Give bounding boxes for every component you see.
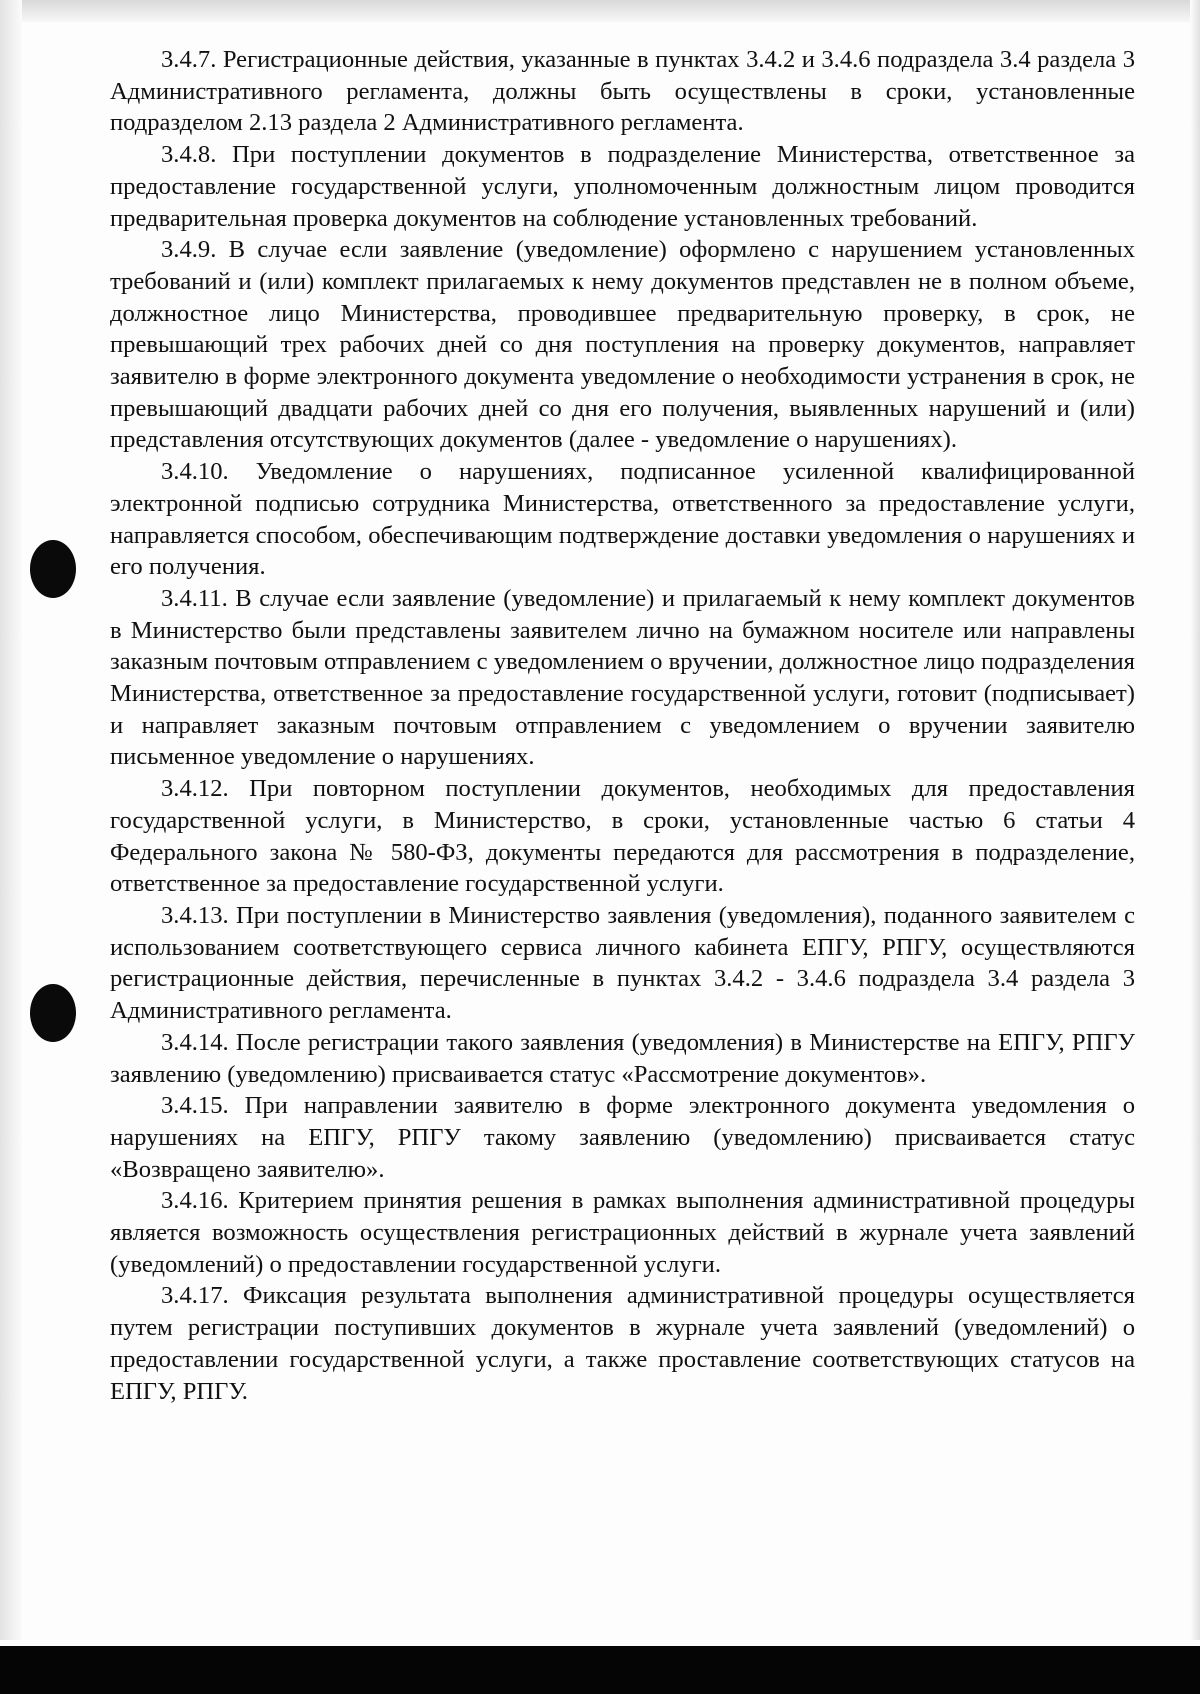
paragraph-3-4-7: 3.4.7. Регистрационные действия, указанные в пунктах 3.4.2 и 3.4.6 подраздела 3.4 раздела 3 Административного регламента, должны быть осуществлены в сроки, установленные подразделом 2.13 раздела 2 Административного регламента. bbox=[110, 46, 1135, 137]
paragraph-3-4-15: 3.4.15. При направлении заявителю в форме электронного документа уведомления о нарушениях на ЕПГУ, РПГУ такому заявлению (уведомлению) присваивается статус «Возвращено заявителю». bbox=[110, 1092, 1135, 1183]
scan-bottom-bar bbox=[0, 1646, 1200, 1694]
paragraph-3-4-11: 3.4.11. В случае если заявление (уведомление) и прилагаемый к нему комплект документов в Министерство были представлены заявителем лично на бумажном носителе или направлены заказным почтовым отправлением с уведомлением о вручении, должностное лицо подразделения Министерства, ответственное за предоставление государственной услуги, готовит (подписывает) и направляет заказным почтовым отправлением с уведомлением о вручении заявителю письменное уведомление о нарушениях. bbox=[110, 584, 1135, 771]
document-body bbox=[110, 44, 1135, 1407]
paragraph-3-4-12: 3.4.12. При повторном поступлении документов, необходимых для предоставления государственной услуги, в Министерство, в сроки, установленные частью 6 статьи 4 Федерального закона № 580-ФЗ, документы передаются для рассмотрения в подразделение, ответственное за предоставление государственной услуги. bbox=[110, 775, 1135, 898]
scan-edge-right bbox=[1190, 0, 1200, 1640]
paragraph-3-4-10: 3.4.10. Уведомление о нарушениях, подписанное усиленной квалифицированной электронной подписью сотрудника Министерства, ответственного за предоставление услуги, направляется способом, обеспечивающим подтверждение доставки уведомления о нарушениях и его получения. bbox=[110, 458, 1135, 581]
scan-edge-left bbox=[0, 0, 22, 1640]
paragraph-3-4-8: 3.4.8. При поступлении документов в подразделение Министерства, ответственное за предоставление государственной услуги, уполномоченным должностным лицом проводится предварительная проверка документов на соблюдение установленных требований. bbox=[110, 141, 1135, 232]
paragraph-3-4-13: 3.4.13. При поступлении в Министерство заявления (уведомления), поданного заявителем с использованием соответствующего сервиса личного кабинета ЕПГУ, РПГУ, осуществляются регистрационные действия, перечисленные в пунктах 3.4.2 - 3.4.6 подраздела 3.4 раздела 3 Административного регламента. bbox=[110, 901, 1135, 1025]
paragraph-3-4-14: 3.4.14. После регистрации такого заявления (уведомления) в Министерстве на ЕПГУ, РПГУ заявлению (уведомлению) присваивается статус «Рассмотрение документов». bbox=[110, 1028, 1135, 1088]
scan-edge-top bbox=[0, 0, 1200, 22]
paragraph-3-4-9: 3.4.9. В случае если заявление (уведомление) оформлено с нарушением установленных требований и (или) комплект прилагаемых к нему документов представлен не в полном объеме, должностное лицо Министерства, проводившее предварительную проверку, в срок, не превышающий трех рабочих дней со дня поступления на проверку документов, направляет заявителю в форме электронного документа уведомление о необходимости устранения в срок, не превышающий двадцати рабочих дней со дня его получения, выявленных нарушений и (или) представления отсутствующих документов (далее - уведомление о нарушениях). bbox=[110, 236, 1135, 454]
punch-hole-lower bbox=[30, 984, 76, 1042]
punch-hole-upper bbox=[30, 540, 76, 598]
paragraph-3-4-17: 3.4.17. Фиксация результата выполнения административной процедуры осуществляется путем регистрации поступивших документов в журнале учета заявлений (уведомлений) о предоставлении государственной услуги, а также проставление соответствующих статусов на ЕПГУ, РПГУ. bbox=[110, 1282, 1135, 1405]
paragraph-3-4-16: 3.4.16. Критерием принятия решения в рамках выполнения административной процедуры является возможность осуществления регистрационных действий в журнале учета заявлений (уведомлений) о предоставлении государственной услуги. bbox=[110, 1187, 1135, 1278]
